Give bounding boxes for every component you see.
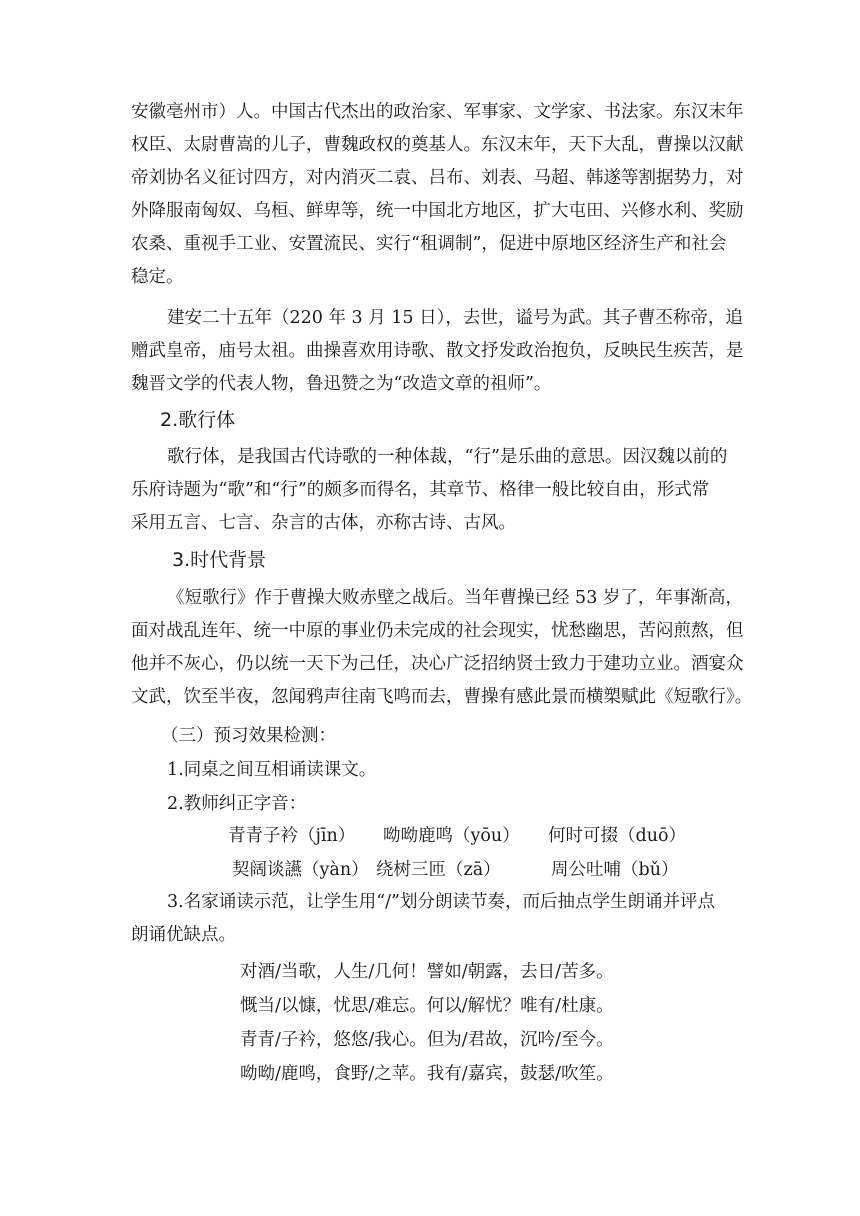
pronunciation-entry: 周公吐哺（bǔ）: [551, 860, 679, 880]
pronunciation-entry: 呦呦鹿鸣（yōu）: [383, 826, 520, 846]
text-line: 安徽亳州市）人。中国古代杰出的政治家、军事家、文学家、书法家。东汉末年: [131, 102, 744, 122]
pronunciation-entry: 绕树三匝（zā）: [376, 860, 501, 880]
item-1: [131, 754, 741, 787]
biography-paragraph: [131, 96, 744, 294]
background-paragraph: [131, 582, 753, 714]
section-heading-gexingti: 2.歌行体: [160, 409, 236, 431]
preview-check-title: [131, 720, 741, 753]
text-line: 帝刘协名义征讨四方，对内消灭二袁、吕布、刘表、马超、韩遂等割据势力，对: [131, 168, 744, 188]
text-line: 《短歌行》作于曹操大败赤壁之战后。当年曹操已经 53 岁了，年事渐高，: [167, 588, 743, 608]
text-line: 建安二十五年（220 年 3 月 15 日），去世，谥号为武。其子曹丕称帝，追: [167, 308, 743, 328]
text-line: 稳定。: [131, 267, 184, 287]
item-3: [131, 886, 741, 952]
item-2: [131, 788, 741, 821]
text-line: （三）预习效果检测：: [161, 726, 336, 746]
text-line: 魏晋文学的代表人物，鲁迅赞之为“改造文章的祖师”。: [131, 374, 552, 394]
text-line: 赠武皇帝，庙号太祖。曲操喜欢用诗歌、散文抒发政治抱负，反映民生疾苦，是: [131, 341, 744, 361]
gexingti-paragraph: [131, 441, 741, 540]
text-line: 面对战乱连年、统一中原的事业仍未完成的社会现实，忧愁幽思，苦闷煎熬，但: [131, 621, 744, 641]
text-line: 2.教师纠正字音：: [167, 794, 307, 814]
text-line: 文武，饮至半夜，忽闻鸦声往南飞鸣而去，曹操有感此景而横槊赋此《短歌行》。: [131, 687, 753, 707]
text-line: 外降服南匈奴、乌桓、鲜卑等，统一中国北方地区，扩大屯田、兴修水利、奖励: [131, 201, 744, 221]
text-line: 朗诵优缺点。: [131, 925, 236, 945]
text-line: 采用五言、七言、杂言的古体，亦称古诗、古风。: [131, 513, 516, 533]
pronunciation-entry: 何时可掇（duō）: [548, 826, 687, 846]
text-line: 权臣、太尉曹嵩的儿子，曹魏政权的奠基人。东汉末年，天下大乱，曹操以汉献: [131, 135, 744, 155]
death-paragraph: [131, 302, 744, 401]
section-heading-background: 3.时代背景: [172, 549, 267, 571]
poem-line: 呦呦/鹿鸣，食野/之苹。我有/嘉宾，鼓瑟/吹笙。: [240, 1064, 614, 1084]
pronunciation-entry: 契阔谈讌（yàn）: [232, 860, 369, 880]
poem-line: 青青/子衿，悠悠/我心。但为/君故，沉吟/至今。: [240, 1030, 614, 1050]
poem-line: 慨当/以慷，忧思/难忘。何以/解忧？唯有/杜康。: [240, 996, 614, 1016]
poem-line: 对酒/当歌，人生/几何！譬如/朝露，去日/苦多。: [240, 962, 614, 982]
pronunciation-entry: 青青子衿（jīn）: [228, 826, 356, 846]
text-line: 歌行体，是我国古代诗歌的一种体裁，“行”是乐曲的意思。因汉魏以前的: [167, 447, 728, 467]
text-line: 他并不灰心，仍以统一天下为己任，决心广泛招纳贤士致力于建功立业。酒宴众: [131, 654, 744, 674]
text-line: 农桑、重视手工业、安置流民、实行“租调制”，促进中原地区经济生产和社会: [131, 234, 727, 254]
text-line: 1.同桌之间互相诵读课文。: [167, 760, 377, 780]
text-line: 乐府诗题为“歌”和“行”的颇多而得名，其章节、格律一般比较自由，形式常: [131, 480, 710, 500]
text-line: 3.名家诵读示范，让学生用“/”划分朗读节奏，而后抽点学生朗诵并评点: [167, 892, 715, 912]
